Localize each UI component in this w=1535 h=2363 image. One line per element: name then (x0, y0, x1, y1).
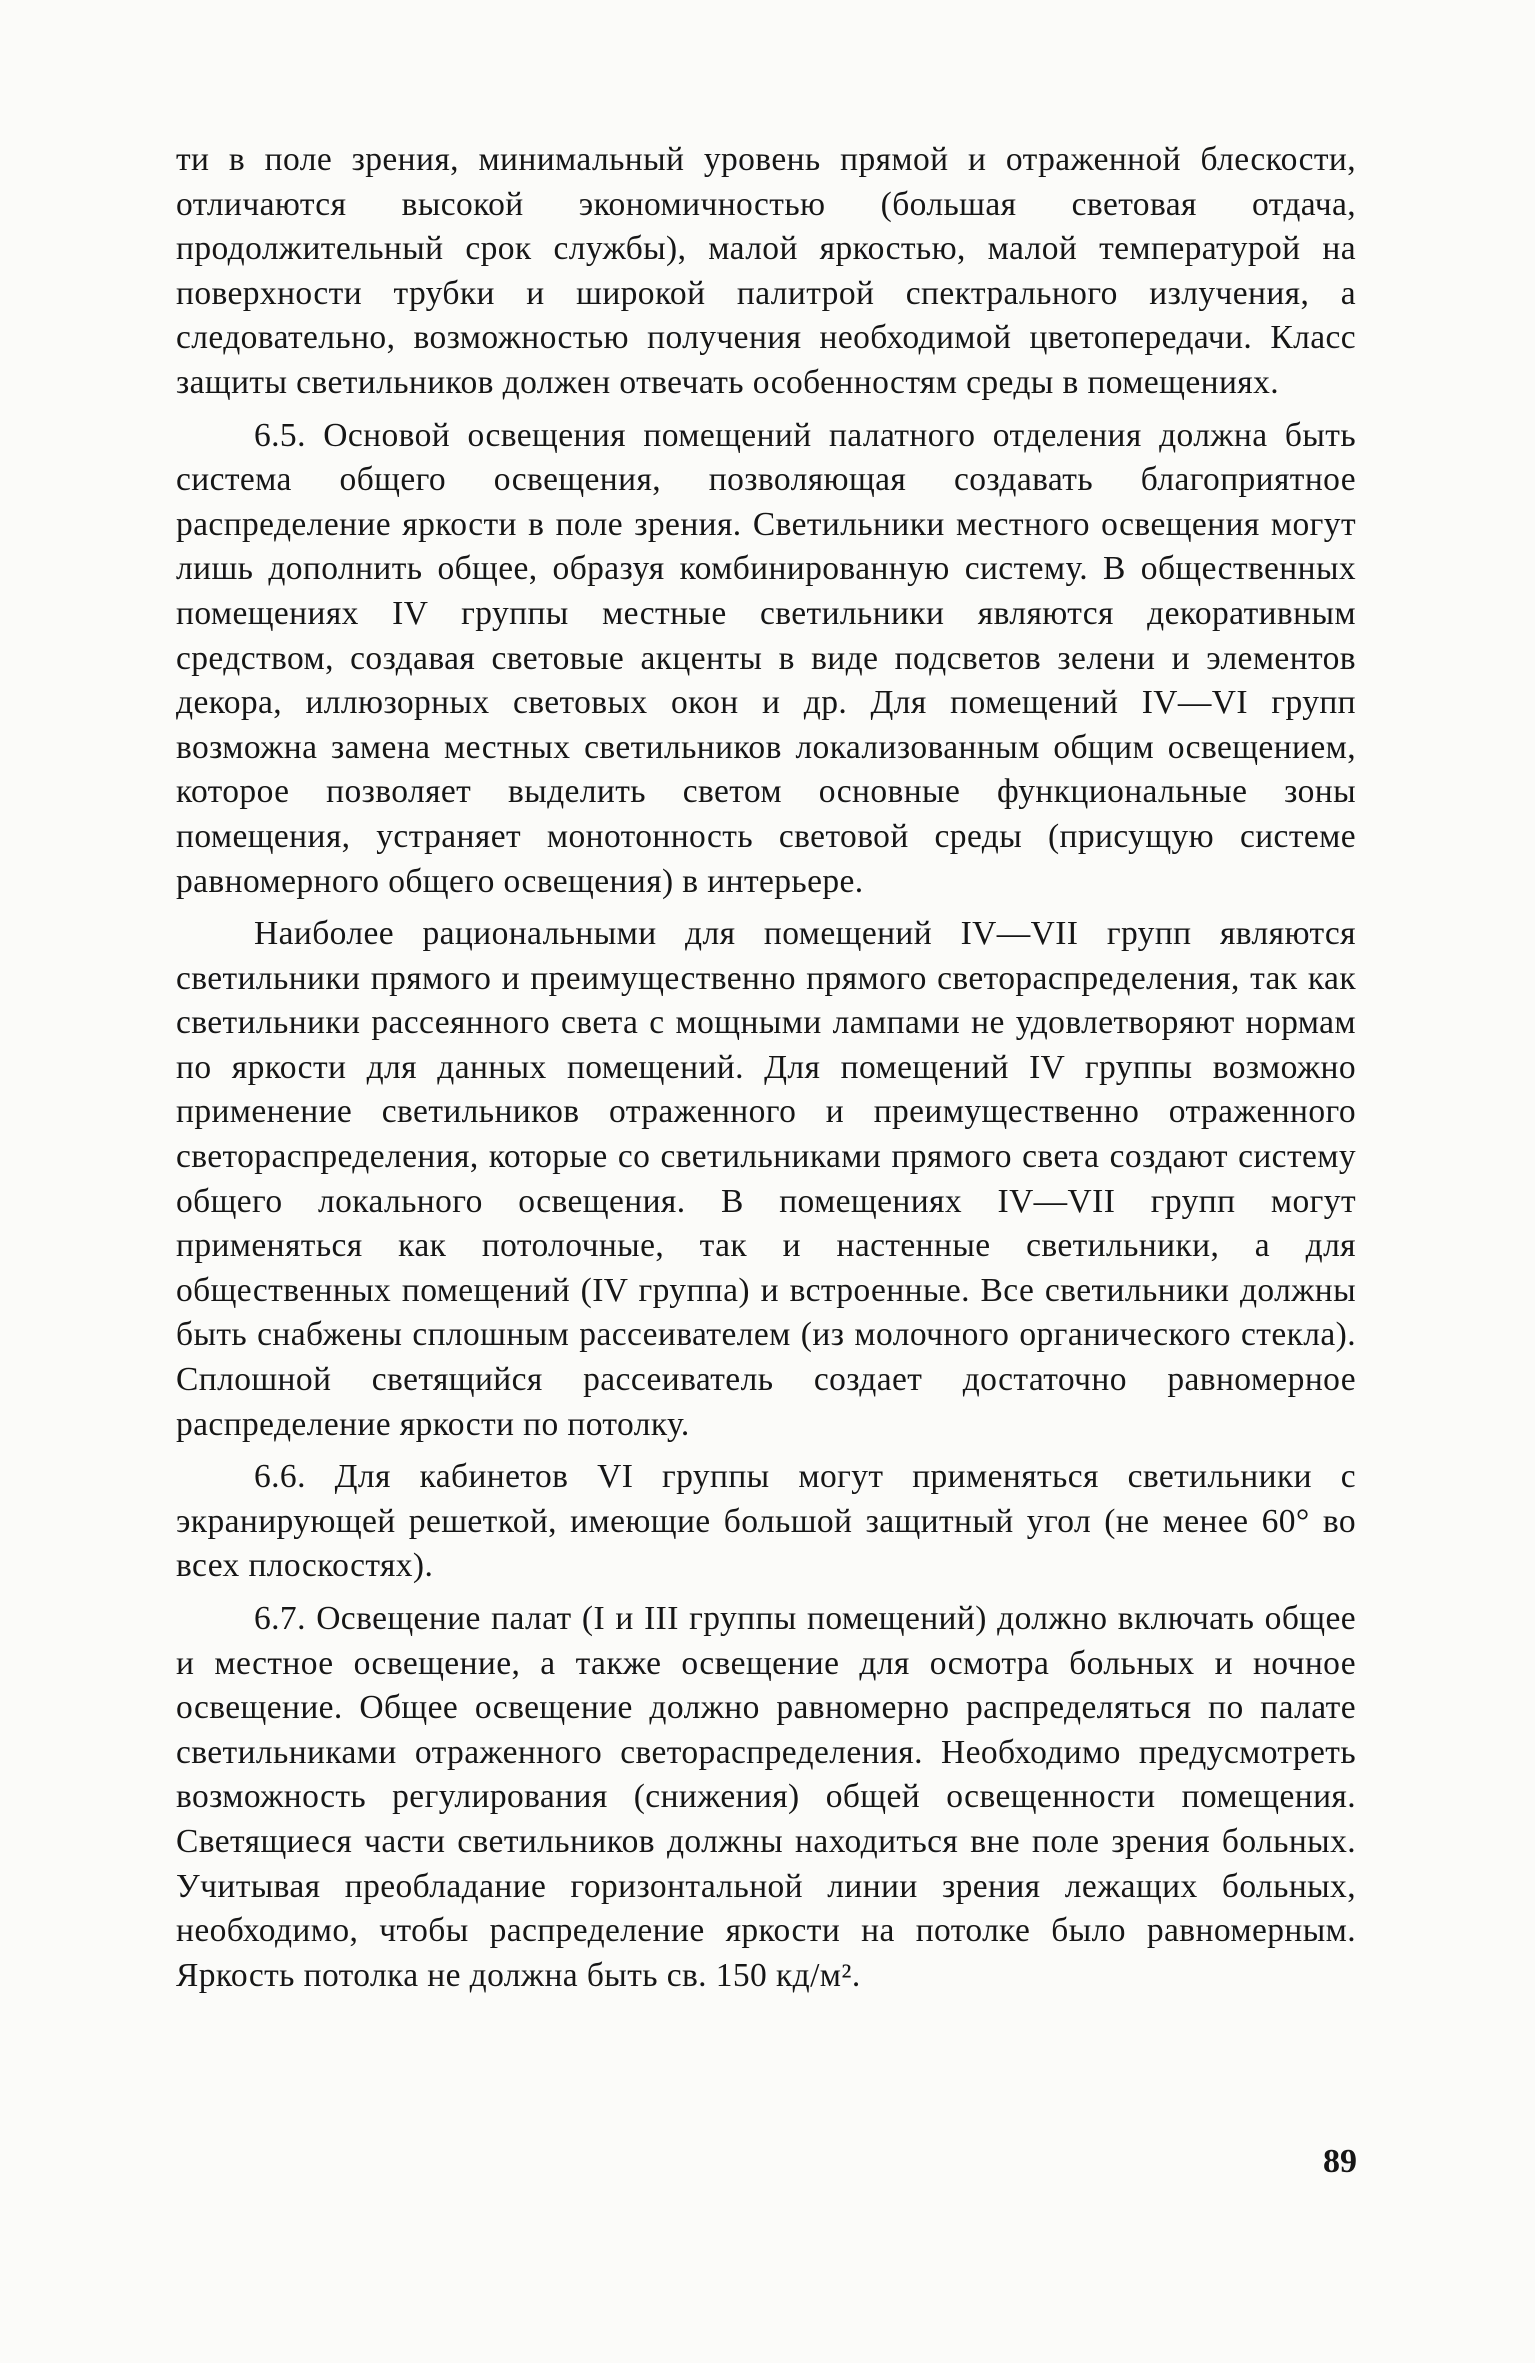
page-body-text (176, 138, 1356, 2006)
paragraph-luminaires-groups: Наиболее рациональными для помещений IV—VII групп являются светильники прямого и преимущественно прямого светораспределения, так как светильники рассеянного света с мощными лампами не удовлетворяют нормам по яркости для данных помещений. Для помещений IV группы возможно применение светильников отраженного и преимущественно отраженного светораспределения, которые со светильниками прямого света создают систему общего локального освещения. В помещениях IV—VII групп могут применяться как потолочные, так и настенные светильники, а для общественных помещений (IV группа) и встроенные. Все светильники должны быть снабжены сплошным рассеивателем (из молочного органического стекла). Сплошной светящийся рассеиватель создает достаточно равномерное распределение яркости по потолку. (176, 915, 1356, 1443)
paragraph-section-6-7: 6.7. Освещение палат (I и III группы помещений) должно включать общее и местное освещение, а также освещение для осмотра больных и ночное освещение. Общее освещение должно равномерно распределяться по палате светильниками отраженного светораспределения. Необходимо предусмотреть возможность регулирования (снижения) общей освещенности помещения. Светящиеся части светильников должны находиться вне поле зрения больных. Учитывая преобладание горизонтальной линии зрения лежащих больных, необходимо, чтобы распределение яркости на потолке было равномерным. Яркость потолка не должна быть св. 150 кд/м². (176, 1600, 1356, 1994)
page-number: 89 (1323, 2143, 1357, 2180)
paragraph-section-6-5: 6.5. Основой освещения помещений палатного отделения должна быть система общего освещения, позволяющая создавать благоприятное распределение яркости в поле зрения. Светильники местного освещения могут лишь дополнить общее, образуя комбинированную систему. В общественных помещениях IV группы местные светильники являются декоративным средством, создавая световые акценты в виде подсветов зелени и элементов декора, иллюзорных световых окон и др. Для помещений IV—VI групп возможна замена местных светильников локализованным общим освещением, которое позволяет выделить светом основные функциональные зоны помещения, устраняет монотонность световой среды (присущую системе равномерного общего освещения) в интерьере. (176, 416, 1356, 900)
paragraph-continuation: ти в поле зрения, минимальный уровень прямой и отраженной блескости, отличаются высокой экономичностью (большая световая отдача, продолжительный срок службы), малой яркостью, малой температурой на поверхности трубки и широкой палитрой спектрального излучения, а следовательно, возможностью получения необходимой цветопередачи. Класс защиты светильников должен отвечать особенностям среды в помещениях. (176, 141, 1356, 401)
paragraph-section-6-6: 6.6. Для кабинетов VI группы могут применяться светильники с экранирующей решеткой, имеющие большой защитный угол (не менее 60° во всех плоскостях). (176, 1458, 1356, 1585)
